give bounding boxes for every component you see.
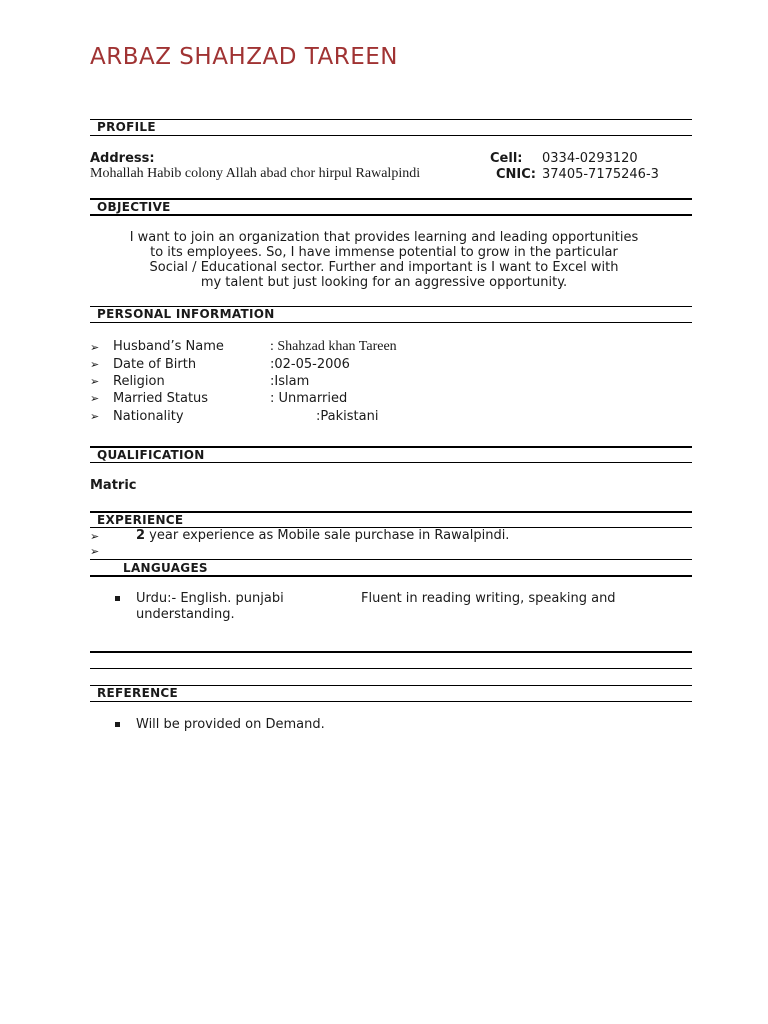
section-profile-heading: PROFILE xyxy=(97,120,156,134)
arrow-bullet-icon: ➢ xyxy=(90,358,100,371)
objective-line: I want to join an organization that provides learning and leading opportunities xyxy=(129,230,639,245)
languages-fluency: Fluent in reading writing, speaking and xyxy=(361,591,616,606)
religion-label: Religion xyxy=(113,374,165,389)
section-qualification-heading: QUALIFICATION xyxy=(97,448,205,462)
rule xyxy=(90,701,692,702)
rule xyxy=(90,559,692,560)
rule xyxy=(90,119,692,120)
rule xyxy=(90,685,692,686)
experience-description: year experience as Mobile sale purchase in Rawalpindi. xyxy=(145,528,510,543)
cnic-value: 37405-7175246-3 xyxy=(542,167,659,182)
qualification-value: Matric xyxy=(90,478,137,493)
resume-name: ARBAZ SHAHZAD TAREEN xyxy=(90,44,398,70)
experience-years: 2 xyxy=(136,528,146,543)
cell-value: 0334-0293120 xyxy=(542,151,638,166)
reference-text: Will be provided on Demand. xyxy=(136,717,325,732)
section-personal-heading: PERSONAL INFORMATION xyxy=(97,307,275,321)
rule xyxy=(90,214,692,216)
languages-list: Urdu:- English. punjabi xyxy=(136,591,284,606)
rule xyxy=(90,575,692,577)
nationality-value: :Pakistani xyxy=(316,409,379,424)
square-bullet-icon xyxy=(115,722,120,727)
section-languages-heading: LANGUAGES xyxy=(123,561,208,575)
arrow-bullet-icon: ➢ xyxy=(90,545,100,558)
objective-line: my talent but just looking for an aggressive opportunity. xyxy=(200,275,568,290)
section-objective-heading: OBJECTIVE xyxy=(97,200,171,214)
rule xyxy=(90,668,692,669)
address-value: Mohallah Habib colony Allah abad chor hirpul Rawalpindi xyxy=(90,166,421,181)
arrow-bullet-icon: ➢ xyxy=(90,530,100,543)
address-label: Address: xyxy=(90,151,155,166)
married-status-label: Married Status xyxy=(113,391,209,406)
arrow-bullet-icon: ➢ xyxy=(90,341,100,354)
dob-value: :02-05-2006 xyxy=(270,357,350,372)
religion-value: :Islam xyxy=(270,374,310,389)
arrow-bullet-icon: ➢ xyxy=(90,375,100,388)
section-reference-heading: REFERENCE xyxy=(97,686,179,700)
nationality-label: Nationality xyxy=(113,409,184,424)
experience-text xyxy=(136,528,509,543)
cell-label: Cell: xyxy=(490,151,523,166)
married-status-value: : Unmarried xyxy=(270,391,348,406)
languages-fluency-continued: understanding. xyxy=(136,607,235,622)
rule xyxy=(90,462,692,463)
arrow-bullet-icon: ➢ xyxy=(90,392,100,405)
objective-line: to its employees. So, I have immense potential to grow in the particular xyxy=(150,245,618,260)
cnic-label: CNIC: xyxy=(496,167,536,182)
objective-line: Social / Educational sector. Further and important is I want to Excel with xyxy=(149,260,619,275)
rule xyxy=(90,322,692,323)
rule xyxy=(90,651,692,653)
square-bullet-icon xyxy=(115,596,120,601)
arrow-bullet-icon: ➢ xyxy=(90,410,100,423)
section-experience-heading: EXPERIENCE xyxy=(97,513,184,527)
dob-label: Date of Birth xyxy=(113,357,197,372)
rule xyxy=(90,135,692,136)
husband-name-label: Husband’s Name xyxy=(113,339,224,354)
husband-name-value: : Shahzad khan Tareen xyxy=(270,339,397,354)
rule xyxy=(90,198,692,200)
